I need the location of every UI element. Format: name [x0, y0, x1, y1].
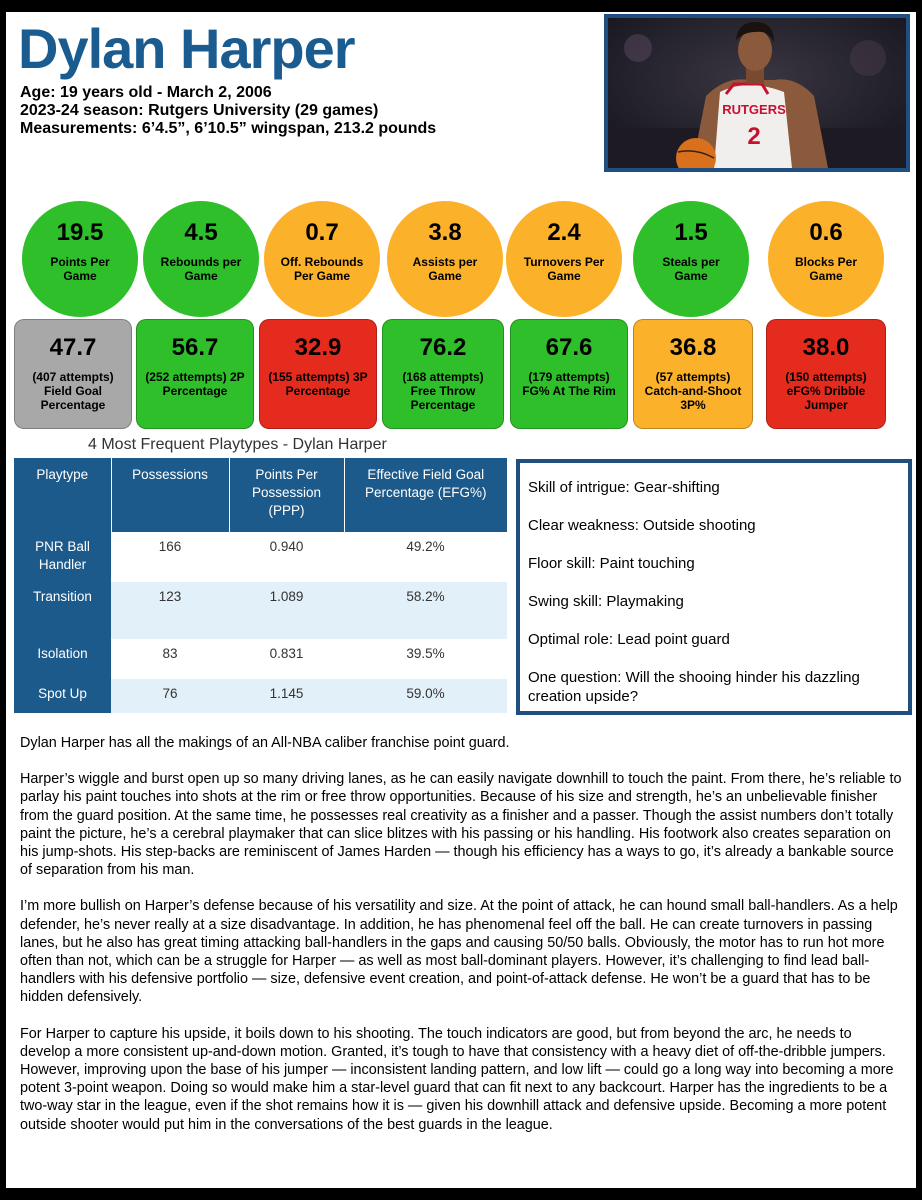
column-header: Effective Field Goal Percentage (EFG%)	[344, 458, 507, 532]
season-line: 2023-24 season: Rutgers University (29 games)	[20, 102, 379, 119]
shooting-box-3p	[259, 319, 377, 429]
stat-circle-points	[22, 201, 138, 317]
column-header: Points Per Possession (PPP)	[229, 458, 344, 532]
table-row	[14, 679, 507, 713]
table-cell: 58.2%	[344, 582, 507, 639]
stat-label: Rebounds per Game	[160, 255, 242, 283]
stat-label: Assists per Game	[412, 255, 478, 283]
stat-value: 1.5	[674, 219, 708, 246]
skills-box	[516, 459, 912, 715]
table-row	[14, 532, 507, 582]
table-header-row	[14, 458, 507, 532]
jersey-number: 2	[747, 123, 761, 150]
skill-role: Optimal role: Lead point guard	[528, 631, 730, 648]
shooting-box-2p	[136, 319, 254, 429]
shooting-box-catch-shoot	[633, 319, 753, 429]
table-cell: Isolation	[14, 639, 111, 679]
shooting-value: 47.7	[49, 334, 97, 361]
shooting-box-fg	[14, 319, 132, 429]
shooting-value: 56.7	[171, 334, 219, 361]
column-header: Playtype	[14, 458, 111, 532]
table-cell: 59.0%	[344, 679, 507, 713]
stat-circle-rebounds	[143, 201, 259, 317]
table-cell: 1.145	[229, 679, 344, 713]
stat-label: Steals per Game	[662, 255, 720, 283]
skill-intrigue: Skill of intrigue: Gear-shifting	[528, 479, 720, 496]
table-cell: 39.5%	[406, 646, 445, 661]
shooting-label: (179 attempts) FG% At The Rim	[522, 370, 616, 398]
shooting-label: (252 attempts) 2P Percentage	[145, 370, 245, 398]
shooting-value: 76.2	[419, 334, 467, 361]
stat-value: 2.4	[547, 219, 581, 246]
stat-circle-turnovers	[506, 201, 622, 317]
shooting-label: (57 attempts) Catch-and-Shoot 3P%	[644, 370, 742, 412]
shooting-label: (150 attempts) eFG% Dribble Jumper	[785, 370, 867, 412]
shooting-label: (168 attempts) Free Throw Percentage	[402, 370, 484, 412]
shooting-value: 38.0	[802, 334, 850, 361]
age-line: Age: 19 years old - March 2, 2006	[20, 84, 272, 101]
playtypes-title: 4 Most Frequent Playtypes - Dylan Harper	[88, 436, 387, 453]
shooting-label: (407 attempts) Field Goal Percentage	[32, 370, 114, 412]
stat-label: Turnovers Per Game	[523, 255, 605, 283]
stat-circle-assists	[387, 201, 503, 317]
player-photo	[604, 14, 910, 172]
table-cell: 1.089	[229, 582, 344, 639]
table-cell: 76	[111, 679, 229, 713]
scouting-text	[20, 734, 906, 1152]
stat-label: Off. Rebounds Per Game	[280, 255, 364, 283]
stat-circle-blocks	[768, 201, 884, 317]
table-cell: Transition	[14, 582, 111, 639]
paragraph: I’m more bullish on Harper’s defense because of his versatility and size. At the point of attack, he can hound small ball-handlers. As a help defender, he’s never really at a size disadvantage. In addition, he has phenomenal feel off the ball. He can create turnovers in passing lanes, but he also has great timing attacking ball-handlers in the gaps and causing 50/50 balls. Obviously, the motor has to run hot more often than not, which can be a struggle for Harper — as well as most ball-dominant players. However, it’s challenging to find lead ball-handlers with his defensive portfolio — size, defensive event creation, and point-of-attack defense. He won’t be a guard that has to be hidden defensively.	[20, 898, 898, 1006]
skill-weakness: Clear weakness: Outside shooting	[528, 517, 756, 534]
stat-value: 3.8	[428, 219, 462, 246]
stat-label: Points Per Game	[50, 255, 110, 283]
skill-question: One question: Will the shooing hinder his dazzling creation upside?	[528, 669, 860, 705]
skill-floor: Floor skill: Paint touching	[528, 555, 695, 572]
shooting-label: (155 attempts) 3P Percentage	[268, 370, 368, 398]
table-cell: PNR Ball Handler	[14, 532, 111, 582]
shooting-box-rim	[510, 319, 628, 429]
paragraph: For Harper to capture his upside, it boils down to his shooting. The touch indicators are good, but from beyond the arc, he needs to develop a more consistent up-and-down motion. Granted, it’s tough to have that consistency with a heavy diet of off-the-dribble jumpers. However, improving upon the base of his jumper — inconsistent landing pattern, and low lift — could go a long way into becoming a more potent 3-point weapon. Doing so would make him a star-level guard that can fit next to any backcourt. Harper has the ingredients to be a two-way star in the league, even if the shot remains how it is — given his downhill attack and defensive upside. Becoming a more potent outside shooter would put him in the conversations of the best guards in the league.	[20, 1025, 894, 1133]
table-cell: 49.2%	[406, 539, 445, 554]
player-photo-illustration	[608, 18, 906, 168]
table-cell: 166	[158, 539, 182, 554]
shooting-value: 67.6	[545, 334, 593, 361]
shooting-box-ft	[382, 319, 504, 429]
shooting-value: 36.8	[669, 334, 717, 361]
measurements-line: Measurements: 6’4.5”, 6’10.5” wingspan, 213.2 pounds	[20, 120, 437, 137]
playtypes-table	[14, 458, 507, 713]
stat-value: 0.6	[809, 219, 843, 246]
jersey-text: RUTGERS	[722, 102, 786, 117]
stat-circle-steals	[633, 201, 749, 317]
player-name: Dylan Harper	[18, 17, 355, 80]
table-cell: 83	[162, 646, 178, 661]
stat-value: 4.5	[184, 219, 218, 246]
scouting-report-page	[6, 12, 916, 1188]
shooting-box-dribble-jumper	[766, 319, 886, 429]
stat-value: 19.5	[56, 219, 104, 246]
table-cell: 123	[111, 582, 229, 639]
table-cell: 0.940	[269, 539, 304, 554]
stat-value: 0.7	[305, 219, 339, 246]
table-cell: Spot Up	[14, 679, 111, 713]
paragraph: Dylan Harper has all the makings of an All-NBA caliber franchise point guard.	[20, 735, 510, 751]
column-header: Possessions	[111, 458, 229, 532]
skill-swing: Swing skill: Playmaking	[528, 593, 684, 610]
table-row	[14, 639, 507, 679]
paragraph: Harper’s wiggle and burst open up so many driving lanes, as he can easily navigate downhill to touch the paint. From there, he’s reliable to parlay his paint touches into shots at the rim or free throw opportunities. Because of his size and strength, he’s an unbelievable finisher from the guard position. At the same time, he possesses real creativity as a finisher and a passer. Though the assist numbers don’t totally paint the picture, he’s a cerebral playmaker that can slice blitzes with his passing or his handling. His footwork also creates separation on his jump-shots. His step-backs are reminiscent of James Harden — though his efficiency has a ways to go, it’s already a bankable source of separation from his man.	[20, 771, 902, 879]
stat-label: Blocks Per Game	[794, 255, 858, 283]
table-row	[14, 582, 507, 639]
stat-circle-off-rebounds	[264, 201, 380, 317]
shooting-value: 32.9	[294, 334, 342, 361]
player-info	[20, 84, 436, 138]
table-cell: 0.831	[269, 646, 304, 661]
